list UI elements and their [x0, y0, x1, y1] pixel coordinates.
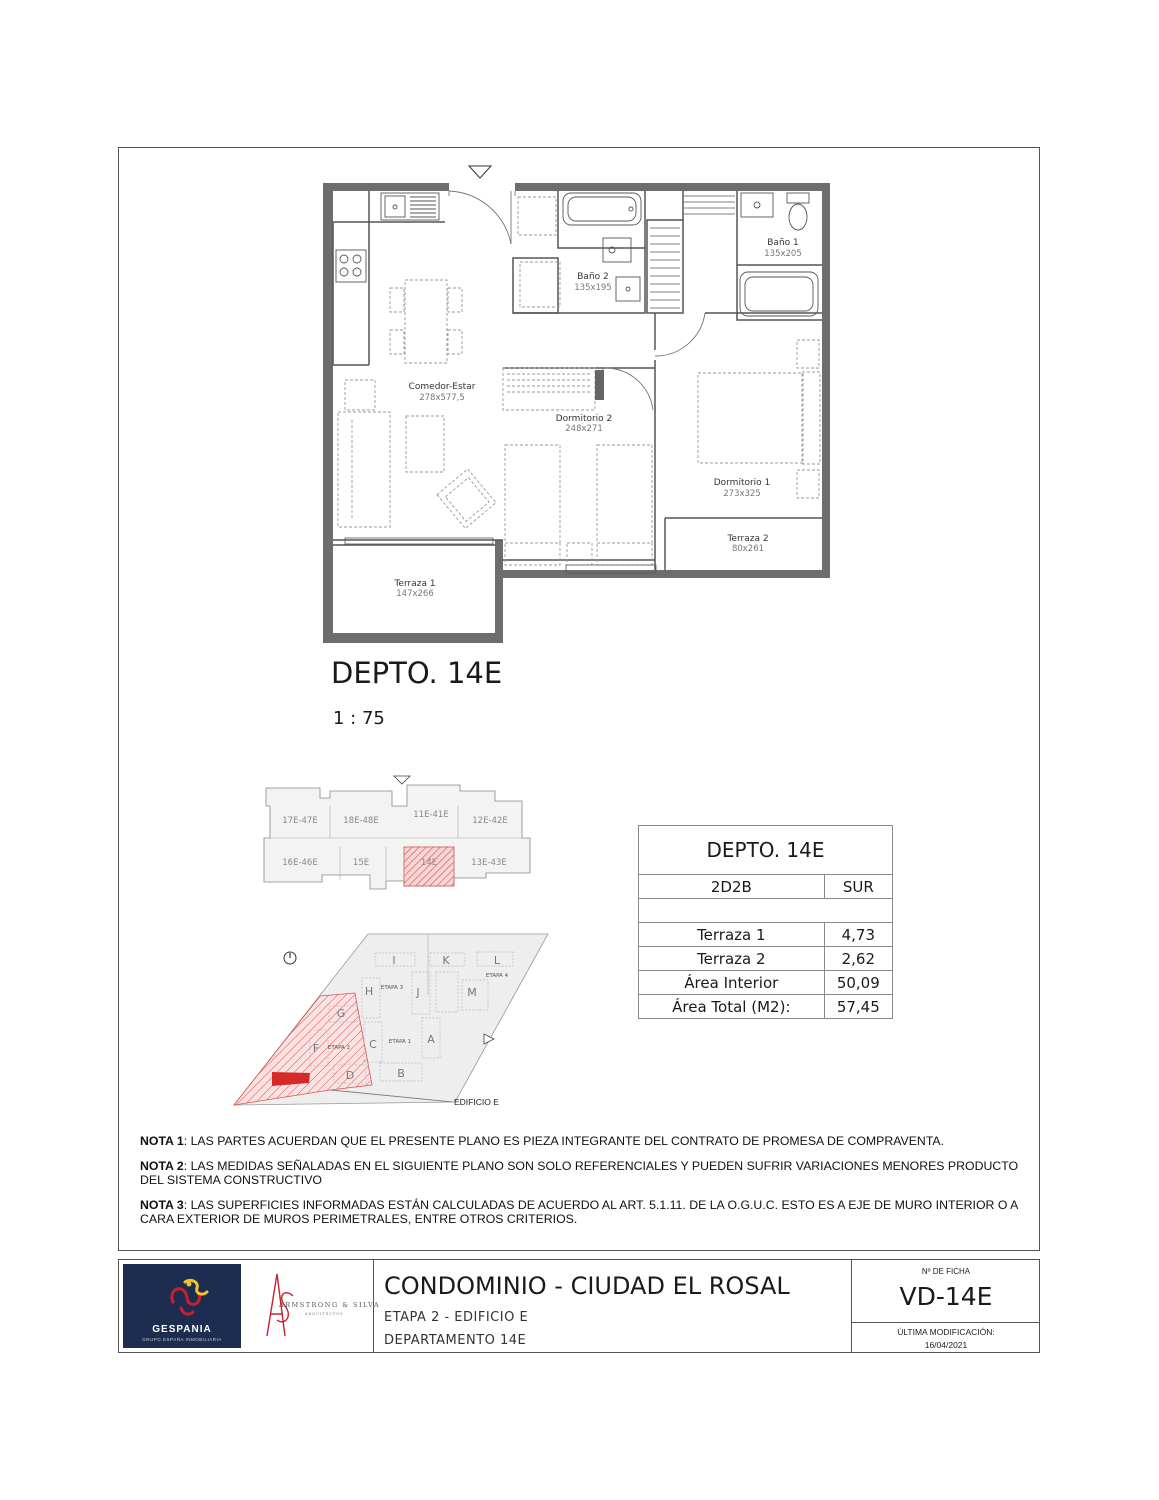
living-furniture — [338, 280, 496, 528]
notes-section — [140, 1134, 1020, 1237]
kitchen-fixtures — [336, 193, 439, 282]
room-dim: 135x195 — [574, 283, 612, 293]
shaft-hatch — [650, 196, 735, 308]
area-value: 4,73 — [824, 923, 892, 947]
building-label: L — [493, 954, 501, 967]
dorm2-furniture — [503, 368, 652, 565]
architect-name: ARMSTRONG & SILVA — [279, 1301, 381, 1309]
unit-walls — [323, 183, 830, 643]
etapa-label: ETAPA 4 — [485, 973, 509, 979]
note-label: NOTA 2 — [140, 1159, 184, 1173]
key-unit-label: 15E — [352, 858, 370, 868]
note-label: NOTA 1 — [140, 1134, 184, 1148]
key-unit-label: 12E-42E — [472, 816, 508, 826]
modified-label: ÚLTIMA MODIFICACIÓN: — [897, 1327, 995, 1337]
area-table — [638, 825, 893, 1019]
dorm1-furniture — [698, 340, 820, 498]
room-name: Terraza 1 — [394, 579, 436, 589]
interior-walls — [333, 191, 822, 570]
key-unit-label: 11E-41E — [413, 810, 449, 820]
note-text: : LAS MEDIDAS SEÑALADAS EN EL SIGUIENTE PLANO SON SOLO REFERENCIALES Y PUEDEN SUFRIR VARIACIONES MENORES PRODUCTO DEL SISTEMA CONSTRUCTIVO — [140, 1159, 1019, 1187]
architect-subtitle: ARQUITECTOS — [305, 1312, 344, 1316]
area-row — [639, 947, 893, 971]
note-text: : LAS SUPERFICIES INFORMADAS ESTÁN CALCULADAS DE ACUERDO AL ART. 5.1.11. DE LA O.G.U.C. ESTO ES A EJE DE MURO INTERIOR O A CARA EXTERIOR DE MUROS PERIMETRALES, ENTRE OTROS CRITERIOS. — [140, 1198, 1018, 1226]
building-label: D — [345, 1069, 355, 1082]
note-label: NOTA 3 — [140, 1198, 184, 1212]
bath2-dashed — [518, 197, 560, 307]
room-dim: 80x261 — [731, 544, 765, 554]
door-swings — [449, 191, 705, 410]
project-departamento: DEPARTAMENTO 14E — [384, 1333, 527, 1348]
building-label: A — [427, 1033, 435, 1046]
key-unit-label: 16E-46E — [282, 858, 318, 868]
entrance-arrow-icon — [469, 166, 491, 178]
room-name: Terraza 2 — [727, 534, 769, 544]
area-label: Área Interior — [639, 971, 825, 995]
building-label: G — [336, 1007, 346, 1020]
area-label: Área Total (M2): — [639, 995, 825, 1019]
room-dim: 135x205 — [764, 249, 802, 259]
room-dim: 248x271 — [565, 424, 603, 434]
room-name: Dormitorio 2 — [555, 414, 613, 424]
gespania-name: GESPANIA — [152, 1324, 212, 1335]
area-row — [639, 995, 893, 1019]
note-text: : LAS PARTES ACUERDAN QUE EL PRESENTE PLANO ES PIEZA INTEGRANTE DEL CONTRATO DE PROMESA DE COMPRAVENTA. — [183, 1134, 945, 1148]
gespania-subtitle: GRUPO ESPAÑA INMOBILIARIA — [142, 1337, 222, 1342]
etapa-label: ETAPA 1 — [388, 1039, 412, 1045]
title-block-divider — [852, 1322, 1040, 1323]
room-dim: 273x325 — [723, 489, 761, 499]
area-label: Terraza 2 — [639, 947, 825, 971]
room-name: Comedor-Estar — [408, 382, 476, 392]
title-block — [118, 1259, 1040, 1353]
plan-title: DEPTO. 14E — [331, 656, 503, 690]
room-name: Baño 2 — [577, 272, 609, 282]
unit-type: 2D2B — [639, 875, 825, 899]
area-value: 2,62 — [824, 947, 892, 971]
note — [140, 1198, 1020, 1226]
etapa-label: ETAPA 3 — [380, 985, 404, 991]
area-table-spacer — [639, 899, 893, 923]
key-unit-label: 18E-48E — [343, 816, 379, 826]
key-unit-label: 13E-43E — [471, 858, 507, 868]
project-etapa: ETAPA 2 - EDIFICIO E — [384, 1310, 529, 1325]
north-arrow-icon — [394, 776, 410, 784]
ficha-code: VD-14E — [899, 1282, 993, 1311]
room-name: Baño 1 — [767, 238, 799, 248]
building-label: I — [392, 954, 396, 967]
unit-orientation: SUR — [824, 875, 892, 899]
room-dim: 147x266 — [396, 589, 434, 599]
building-label: B — [397, 1067, 405, 1080]
etapa-label: ETAPA 2 — [327, 1045, 351, 1051]
note — [140, 1134, 1020, 1148]
area-label: Terraza 1 — [639, 923, 825, 947]
site-plan — [234, 934, 548, 1107]
room-name: Dormitorio 1 — [713, 478, 771, 488]
project-title: CONDOMINIO - CIUDAD EL ROSAL — [384, 1272, 790, 1300]
modified-date: 16/04/2021 — [924, 1340, 968, 1350]
ficha-label: Nº DE FICHA — [921, 1267, 971, 1276]
area-value: 57,45 — [824, 995, 892, 1019]
key-unit-label: 17E-47E — [282, 816, 318, 826]
building-label: J — [416, 986, 420, 999]
area-row — [639, 923, 893, 947]
key-unit-label: 14E — [420, 858, 438, 868]
gespania-mark-icon — [123, 1264, 241, 1324]
area-row — [639, 971, 893, 995]
area-table-title: DEPTO. 14E — [639, 826, 893, 875]
edificio-callout: EDIFICIO E — [454, 1097, 499, 1107]
area-value: 50,09 — [824, 971, 892, 995]
building-label: K — [442, 954, 450, 967]
plan-scale: 1 : 75 — [333, 708, 385, 729]
building-label: H — [364, 985, 374, 998]
building-label: C — [369, 1038, 377, 1051]
key-plan — [264, 776, 530, 889]
room-dim: 278x577,5 — [419, 393, 465, 403]
dorm2-wardrobe — [595, 370, 604, 400]
building-label: M — [467, 986, 477, 999]
gespania-logo — [123, 1264, 241, 1348]
note — [140, 1159, 1020, 1187]
building-label: F — [312, 1042, 320, 1055]
